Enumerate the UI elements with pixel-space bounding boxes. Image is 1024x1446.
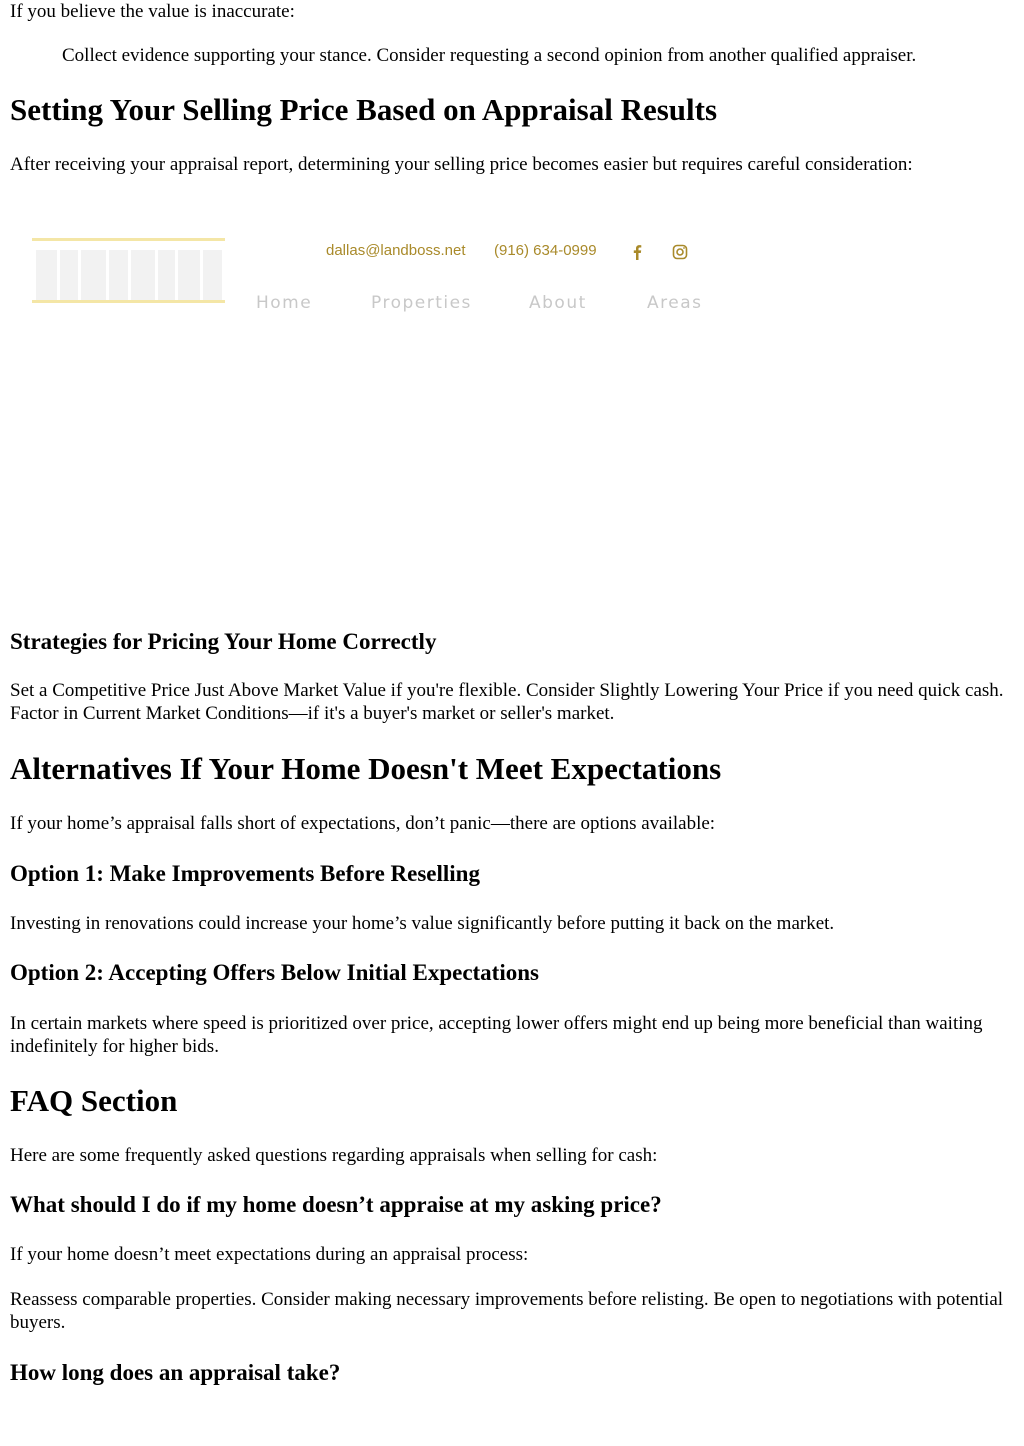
paragraph-faq: Here are some frequently asked questions regarding appraisals when selling for cash: <box>10 1145 658 1166</box>
paragraph-after-report: After receiving your appraisal report, determining your selling price becomes easier but requires careful consideration: <box>10 154 913 175</box>
instagram-icon[interactable] <box>671 243 689 261</box>
heading-strategies: Strategies for Pricing Your Home Correctly <box>10 629 437 654</box>
nav-about[interactable]: About <box>529 293 587 313</box>
phone-link[interactable]: (916) 634-0999 <box>494 242 597 259</box>
nav-properties[interactable]: Properties <box>371 293 472 313</box>
heading-setting-price: Setting Your Selling Price Based on Appraisal Results <box>10 92 718 127</box>
site-logo[interactable] <box>32 238 225 328</box>
heading-alternatives: Alternatives If Your Home Doesn't Meet Expectations <box>10 751 722 786</box>
email-link[interactable]: dallas@landboss.net <box>326 242 466 259</box>
nav-areas[interactable]: Areas <box>647 293 703 313</box>
paragraph-option-1: Investing in renovations could increase your home’s value significantly before putting it back on the market. <box>10 913 835 934</box>
heading-option-1: Option 1: Make Improvements Before Reselling <box>10 861 480 886</box>
heading-option-2: Option 2: Accepting Offers Below Initial Expectations <box>10 960 539 985</box>
logo-rule-top <box>32 238 225 241</box>
heading-faq: FAQ Section <box>10 1083 178 1118</box>
faq-question-2: How long does an appraisal take? <box>10 1360 341 1385</box>
facebook-icon[interactable] <box>628 243 646 261</box>
nav-home[interactable]: Home <box>256 293 313 313</box>
site-header <box>0 225 1024 335</box>
logo-wordmark <box>36 250 222 300</box>
paragraph-alternatives: If your home’s appraisal falls short of expectations, don’t panic—there are options available: <box>10 813 716 834</box>
paragraph-option-2: In certain markets where speed is prioritized over price, accepting lower offers might end up being more beneficial than waiting indefinitely for higher bids. <box>10 1013 983 1057</box>
faq-question-1: What should I do if my home doesn’t appraise at my asking price? <box>10 1192 662 1217</box>
paragraph-strategies: Set a Competitive Price Just Above Market Value if you're flexible. Consider Slightly Lowering Your Price if you need quick cash. Factor in Current Market Conditions—if it's a buyer's market or seller's market. <box>10 680 1004 724</box>
intro-line: If you believe the value is inaccurate: <box>10 1 295 22</box>
faq-answer-1-body: Reassess comparable properties. Consider making necessary improvements before relisting. Be open to negotiations with potential buyers. <box>10 1289 1004 1333</box>
logo-rule-bottom <box>32 300 225 303</box>
evidence-list-item: Collect evidence supporting your stance. Consider requesting a second opinion from another qualified appraiser. <box>62 45 917 66</box>
faq-answer-1-intro: If your home doesn’t meet expectations during an appraisal process: <box>10 1244 529 1265</box>
